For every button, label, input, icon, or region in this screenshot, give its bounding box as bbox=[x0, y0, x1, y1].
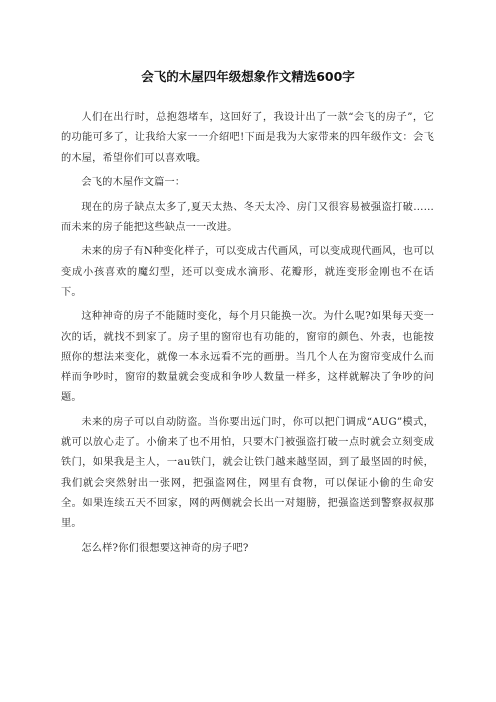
document-title: 会飞的木屋四年级想象作文精选600字 bbox=[141, 69, 355, 84]
paragraph-intro: 人们在出行时，总抱怨堵车，这回好了，我设计出了一款“会飞的房子”，它的功能可多了，让我给大家一一介绍吧!下面是我为大家带来的四年级作文：会飞的木屋，希望你们可以喜欢哦。 bbox=[61, 112, 434, 164]
paragraph-shape-changes: 未来的房子有N种变化样子，可以变成古代画风，可以变成现代画风，也可以变成小孩喜欢的魔幻型，还可以变成水滴形、花瓣形，就连变形金刚也不在话下。 bbox=[61, 246, 434, 298]
paragraph-curtains: 这种神奇的房子不能随时变化，每个月只能换一次。为什么呢?如果每天变一次的话，就找不到家了。房子里的窗帘也有功能的，窗帘的颜色、外表，也能按照你的想法来变化，就像一本永远看不完的画册。当几个人在为窗帘变成什么而样而争吵时，窗帘的数量就会变成和争吵人数量一样多，这样就解决了争吵的问题。 bbox=[61, 311, 434, 404]
paragraph-section-heading: 会飞的木屋作文篇一： bbox=[81, 177, 186, 189]
paragraph-closing: 怎么样?你们很想要这神奇的房子吧? bbox=[81, 542, 249, 554]
paragraph-current-house: 现在的房子缺点太多了,夏天太热、冬天太冷、房门又很容易被强盗打破……而未来的房子能把这些缺点一一改进。 bbox=[61, 201, 434, 233]
paragraph-anti-theft: 未来的房子可以自动防盗。当你要出远门时，你可以把门调成“AUG”模式，就可以放心走了。小偷来了也不用怕，只要木门被强盗打破一点时就会立刻变成铁门，如果我是主人，一au铁门，就会让铁门越来越坚固，到了最坚固的时候，我们就会突然射出一张网，把强盗网住，网里有食物，可以保证小偷的生命安全。如果连续五天不回家，网的两侧就会长出一对翅膀，把强盗送到警察叔叔那里。 bbox=[61, 416, 434, 530]
document-body bbox=[61, 108, 434, 563]
